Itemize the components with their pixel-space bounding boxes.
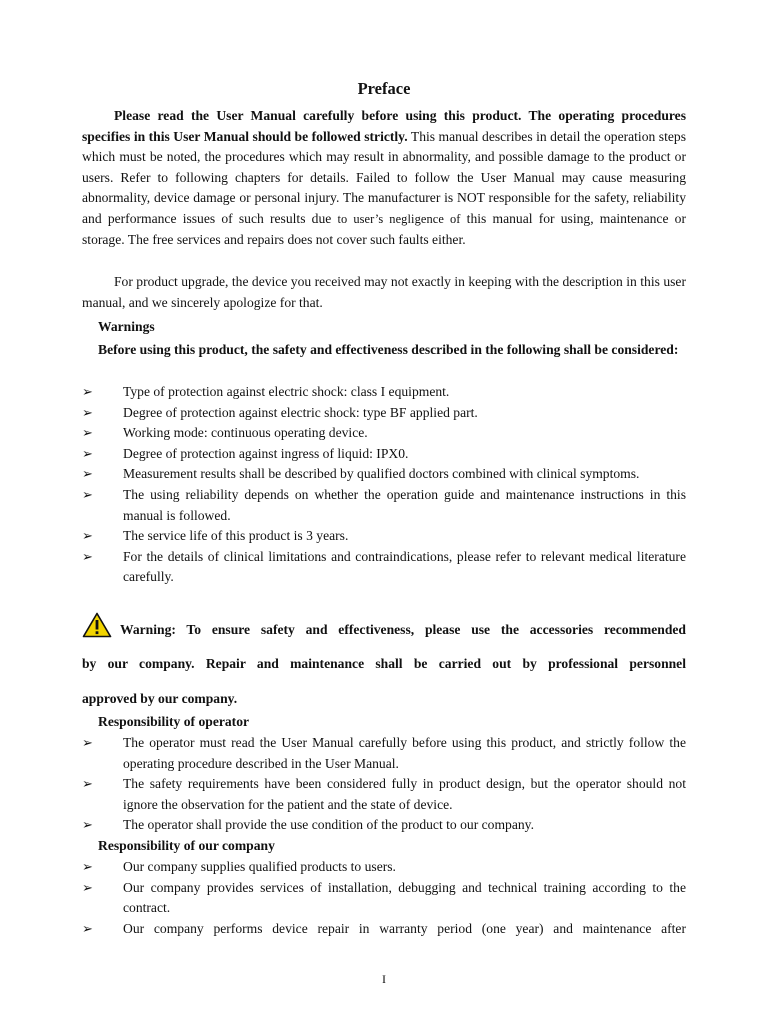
caution-line-2: by our company. Repair and maintenance shall be carried out by professional personnel [82,656,686,671]
bullet-arrow-icon: ➢ [82,466,93,482]
bullet-arrow-icon: ➢ [82,486,93,502]
page-title: Preface [357,79,411,98]
operator-list [82,733,686,836]
caution-line-3: approved by our company. [82,691,238,706]
list-item: ➢ The operator shall provide the use condition of the product to our company. [82,815,686,836]
bullet-arrow-icon: ➢ [82,528,93,544]
bullet-arrow-icon: ➢ [82,879,93,895]
list-item: ➢ Type of protection against electric shock: class I equipment. [82,382,686,403]
list-item: ➢ Degree of protection against ingress of liquid: IPX0. [82,444,686,465]
bullet-arrow-icon: ➢ [82,445,93,461]
list-item: ➢ Degree of protection against electric shock: type BF applied part. [82,403,686,424]
company-heading: Responsibility of our company [98,838,275,853]
warnings-list [82,382,686,588]
bullet-arrow-icon: ➢ [82,548,93,564]
company-list [82,857,686,939]
list-item: ➢ The service life of this product is 3 years. [82,526,686,547]
intro-text-a: This manual describes in detail the operation steps which must be noted, the procedures which may result in abnormality, and possible damage to the product or users. Refer to following chapters for details. Failed to follow the User Manual may cause measuring abnormality, device damage or personal injury. The manufacturer is NOT responsible for the safety, reliability and performance issues of such results due [82,128,686,226]
operator-heading: Responsibility of operator [98,714,250,729]
bullet-arrow-icon: ➢ [82,735,93,750]
list-item: ➢ The safety requirements have been considered fully in product design, but the operator should not ignore the observation for the patient and the state of device. [82,776,686,812]
list-item: ➢ The using reliability depends on whether the operation guide and maintenance instructions in this manual is followed. [82,486,686,523]
bullet-arrow-icon: ➢ [82,404,93,420]
intro-text-b: this manual for using, maintenance or storage. The free services and repairs does not cover such faults either. [82,210,686,247]
page-number: I [382,972,386,986]
bullet-arrow-icon: ➢ [82,384,93,399]
list-item: ➢ Working mode: continuous operating device. [82,423,686,444]
bullet-arrow-icon: ➢ [82,817,93,833]
bullet-arrow-icon: ➢ [82,859,93,874]
bullet-arrow-icon: ➢ [82,425,93,441]
list-item: ➢ Measurement results shall be described by qualified doctors combined with clinical symptoms. [82,464,686,485]
warning-triangle-icon [82,612,112,638]
intro-mono: to user’s negligence of [337,211,461,226]
intro-paragraph [82,106,686,250]
upgrade-paragraph: For product upgrade, the device you received may not exactly in keeping with the description in this user manual, and we sincerely apologize for that. [82,274,686,310]
warnings-lead: Before using this product, the safety and effectiveness described in the following shall be considered: [98,342,679,357]
bullet-arrow-icon: ➢ [82,920,93,936]
intro-bold: Please read the User Manual carefully before using this product. The operating procedures specifies in this User Manual should be followed strictly. [82,108,686,144]
list-item: ➢ For the details of clinical limitations and contraindications, please refer to relevant medical literature carefully. [82,548,686,585]
list-item: ➢ Our company performs device repair in warranty period (one year) and maintenance after [82,919,686,940]
bullet-arrow-icon: ➢ [82,776,93,792]
caution-line-1: Warning: To ensure safety and effectiveness, please use the accessories recommended [120,622,686,637]
list-item: ➢ The operator must read the User Manual carefully before using this product, and strictly follow the operating procedure described in the User Manual. [82,735,686,771]
list-item: ➢ Our company supplies qualified products to users. [82,857,686,878]
warnings-heading: Warnings [98,319,155,334]
list-item: ➢ Our company provides services of installation, debugging and technical training according to the contract. [82,879,686,916]
